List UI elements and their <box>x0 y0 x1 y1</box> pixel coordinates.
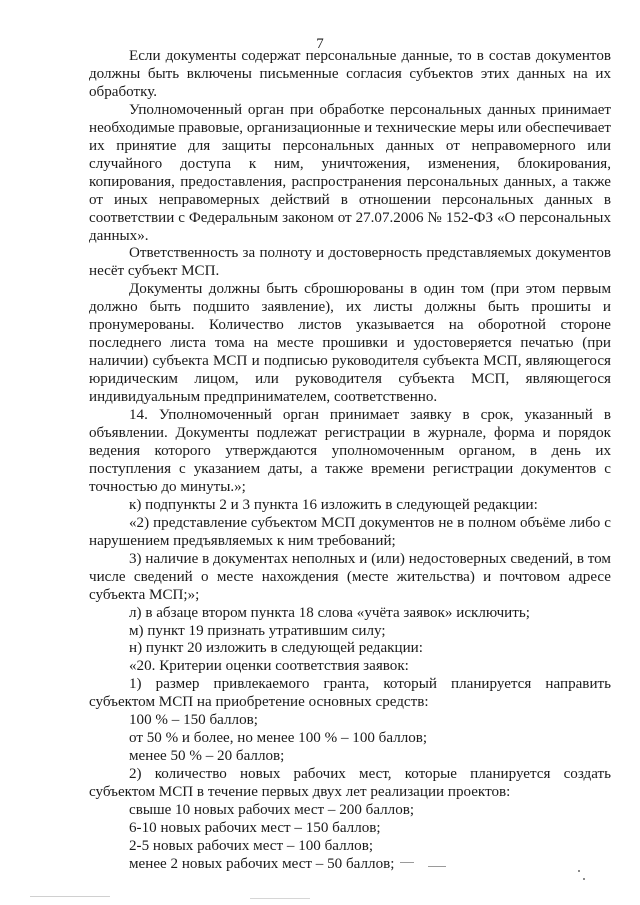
paragraph-data-protection: Уполномоченный орган при обработке персональных данных принимает необходимые правовые, организационные и технические меры или обеспечивает их принятие для защиты персональных данных от неправомерного или случайного доступа к ним, уничтожения, изменения, блокирования, копирования, предоставления, распространения персональных данных, а также от иных неправомерных действий в отношении персональных данных в соответствии с Федеральным законом от 27.07.2006 № 152-ФЗ «О персональных данных». <box>89 101 611 244</box>
list-item-score: 6-10 новых рабочих мест – 150 баллов; <box>129 819 381 836</box>
list-item-score: 100 % – 150 баллов; <box>129 712 258 729</box>
scan-artifact <box>30 896 110 897</box>
list-item-score: свыше 10 новых рабочих мест – 200 баллов; <box>129 802 415 819</box>
paragraph-subitem-2: «2) представление субъектом МСП документов не в полном объёме либо с нарушением предъявляемых к ним требований; <box>89 514 611 549</box>
list-item-score: 2-5 новых рабочих мест – 100 баллов; <box>129 837 374 854</box>
paragraph-amendment-n: н) пункт 20 изложить в следующей редакции: <box>129 640 423 657</box>
paragraph-responsibility: Ответственность за полноту и достоверность представляемых документов несёт субъект МСП. <box>89 245 611 280</box>
paragraph-amendment-l: л) в абзаце втором пункта 18 слова «учёта заявок» исключить; <box>129 604 530 621</box>
scan-artifact <box>583 878 585 880</box>
paragraph-amendment-k: к) подпункты 2 и 3 пункта 16 изложить в следующей редакции: <box>129 496 538 513</box>
scan-artifact <box>428 866 446 867</box>
paragraph-subitem-3: 3) наличие в документах неполных и (или) недостоверных сведений, в том числе сведений о месте нахождения (месте жительства) и почтовом адресе субъекта МСП;»; <box>89 550 611 603</box>
list-item-score: от 50 % и более, но менее 100 % – 100 баллов; <box>129 730 428 747</box>
scan-artifact <box>400 862 414 863</box>
paragraph-amendment-m: м) пункт 19 признать утратившим силу; <box>129 622 386 639</box>
paragraph-document-binding: Документы должны быть сброшюрованы в один том (при этом первым должно быть подшито заявление), их листы должны быть прошиты и пронумерованы. Количество листов указывается на оборотной стороне последнего листа тома на месте прошивки и удостоверяется печатью (при наличии) субъекта МСП и подписью руководителя субъекта МСП, являющегося юридическим лицом, или руководителя субъекта МСП, являющегося индивидуальным предпринимателем, соответственно. <box>89 281 611 406</box>
scan-artifact <box>578 870 580 872</box>
scan-artifact <box>250 898 310 899</box>
list-item-score: менее 2 новых рабочих мест – 50 баллов; <box>129 855 395 872</box>
paragraph-item-14: 14. Уполномоченный орган принимает заявку в срок, указанный в объявлении. Документы подлежат регистрации в журнале, форма и порядок ведения которого утверждаются уполномоченным органом, в день их поступления с указанием даты, а также времени регистрации документов с точностью до минуты.»; <box>89 407 611 495</box>
paragraph-criterion-2: 2) количество новых рабочих мест, которые планируется создать субъектом МСП в течение первых двух лет реализации проектов: <box>89 766 611 801</box>
page-number: 7 <box>316 36 324 52</box>
paragraph-personal-data-consent: Если документы содержат персональные данные, то в состав документов должны быть включены письменные согласия субъектов этих данных на их обработку. <box>89 48 611 100</box>
paragraph-criterion-1: 1) размер привлекаемого гранта, который планируется направить субъектом МСП на приобретение основных средств: <box>89 676 611 711</box>
paragraph-item-20-heading: «20. Критерии оценки соответствия заявок: <box>129 658 409 675</box>
list-item-score: менее 50 % – 20 баллов; <box>129 748 285 765</box>
document-body <box>89 48 611 874</box>
